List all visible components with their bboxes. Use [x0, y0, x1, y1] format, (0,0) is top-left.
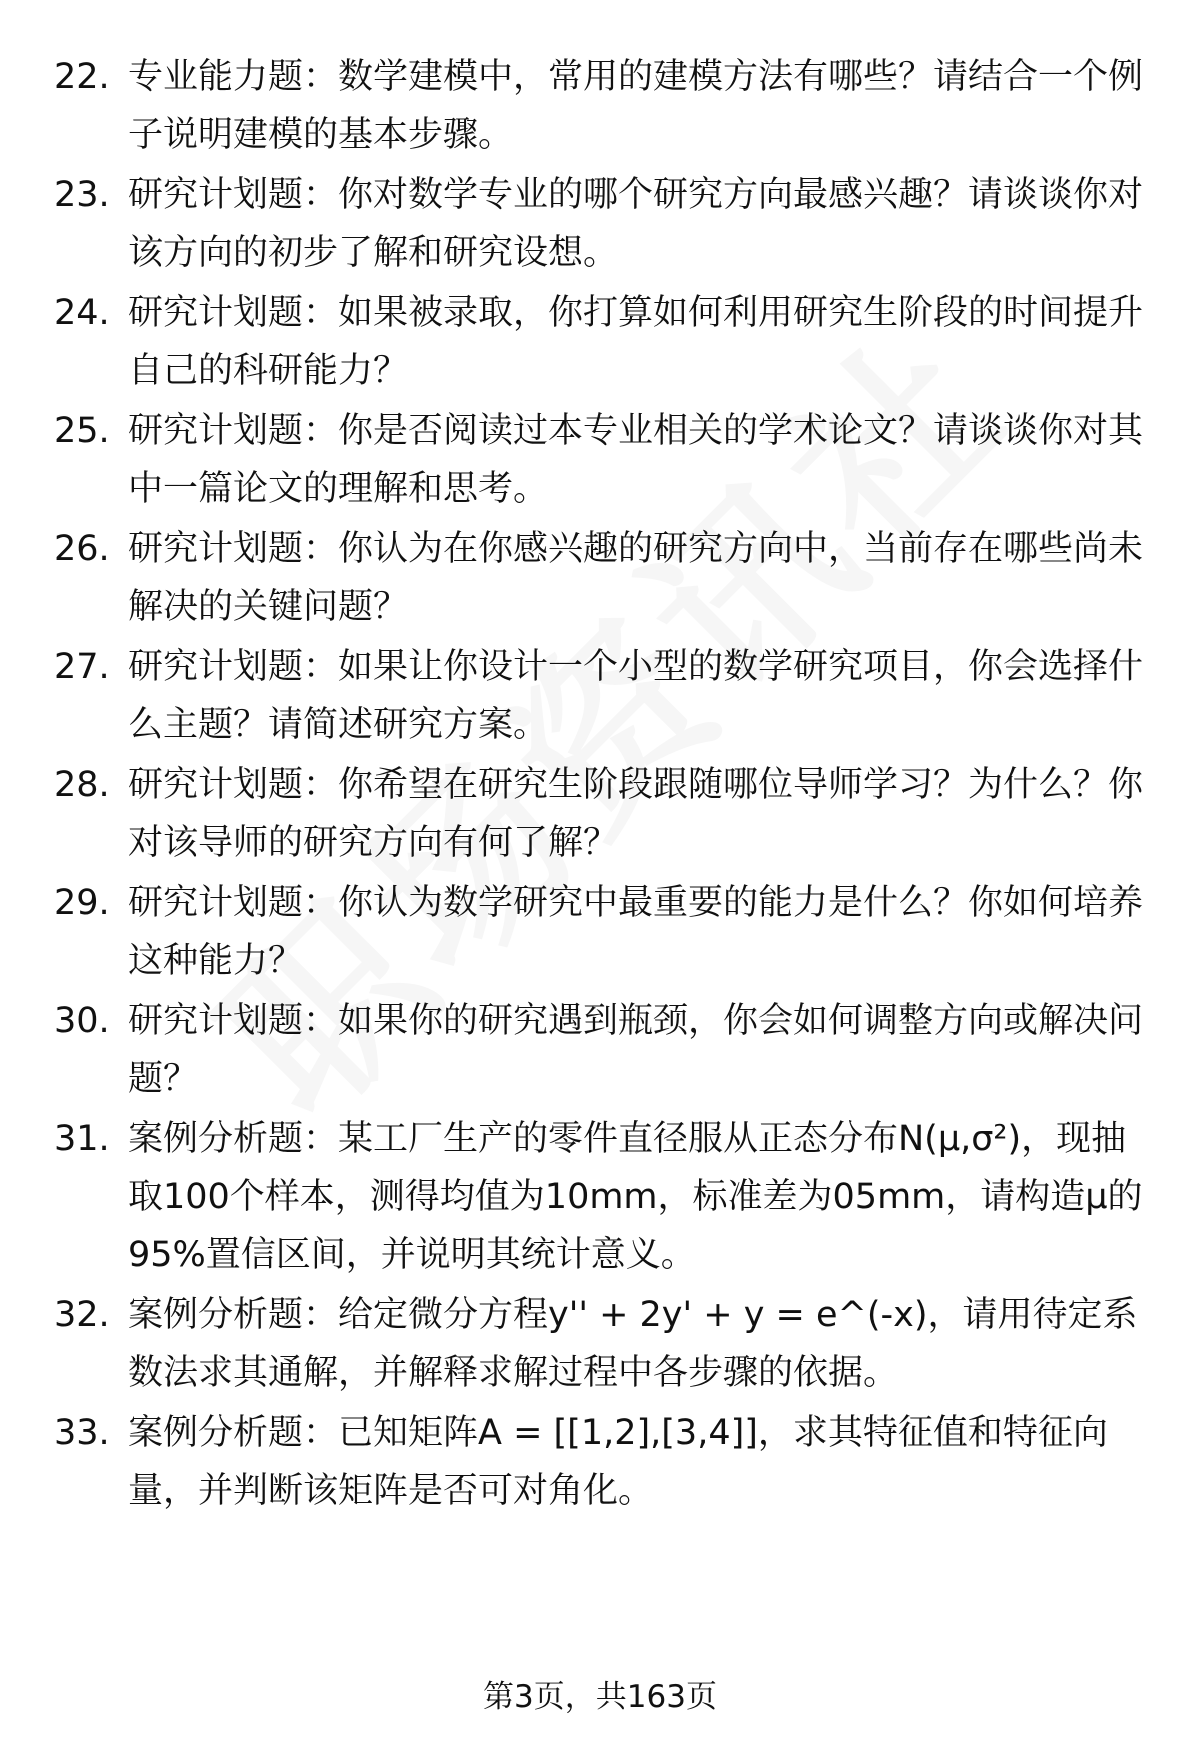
- question-number: 22.: [54, 57, 110, 97]
- question-text: 案例分析题：已知矩阵A = [[1,2],[3,4]]，求其特征值和特征向量，并判断该矩阵是否可对角化。: [128, 1413, 1108, 1511]
- question-text: 研究计划题：如果让你设计一个小型的数学研究项目，你会选择什么主题？请简述研究方案。: [128, 647, 1144, 745]
- question-text: 研究计划题：如果被录取，你打算如何利用研究生阶段的时间提升自己的科研能力？: [128, 293, 1144, 391]
- question-number: 25.: [54, 411, 110, 451]
- question-number: 29.: [54, 883, 110, 923]
- question-number: 31.: [54, 1119, 110, 1159]
- question-text: 研究计划题：你对数学专业的哪个研究方向最感兴趣？请谈谈你对该方向的初步了解和研究设想。: [128, 175, 1144, 273]
- question-number: 28.: [54, 765, 110, 805]
- question-text: 研究计划题：你认为在你感兴趣的研究方向中，当前存在哪些尚未解决的关键问题？: [128, 529, 1144, 627]
- question-text: 研究计划题：你认为数学研究中最重要的能力是什么？你如何培养这种能力？: [128, 883, 1144, 981]
- question-number: 23.: [54, 175, 110, 215]
- question-number: 27.: [54, 647, 110, 687]
- question-number: 26.: [54, 529, 110, 569]
- question-number: 33.: [54, 1413, 110, 1453]
- question-text: 专业能力题：数学建模中，常用的建模方法有哪些？请结合一个例子说明建模的基本步骤。: [128, 57, 1144, 155]
- question-text: 案例分析题：给定微分方程y'' + 2y' + y = e^(-x)，请用待定系数法求其通解，并解释求解过程中各步骤的依据。: [128, 1295, 1138, 1393]
- question-text: 研究计划题：如果你的研究遇到瓶颈，你会如何调整方向或解决问题？: [128, 1001, 1144, 1099]
- question-text: 研究计划题：你是否阅读过本专业相关的学术论文？请谈谈你对其中一篇论文的理解和思考。: [128, 411, 1144, 509]
- question-text: 案例分析题：某工厂生产的零件直径服从正态分布N(μ,σ²)，现抽取100个样本，测得均值为10mm，标准差为05mm，请构造μ的95%置信区间，并说明其统计意义。: [128, 1119, 1143, 1275]
- question-text: 研究计划题：你希望在研究生阶段跟随哪位导师学习？为什么？你对该导师的研究方向有何了解？: [128, 765, 1144, 863]
- question-number: 32.: [54, 1295, 110, 1335]
- question-number: 24.: [54, 293, 110, 333]
- question-number: 30.: [54, 1001, 110, 1041]
- page-number-footer: 第3页，共163页: [483, 1679, 717, 1715]
